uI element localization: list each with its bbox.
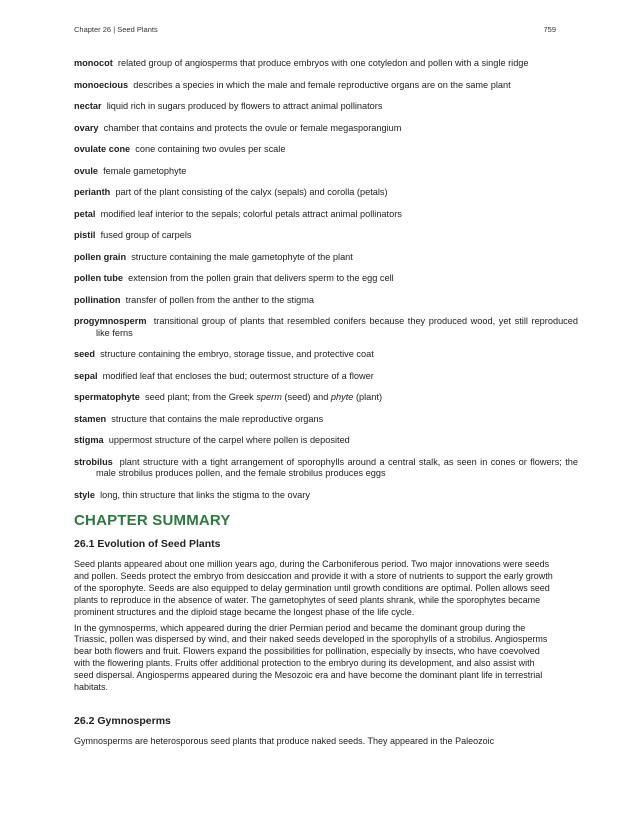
glossary-entry bbox=[74, 252, 353, 264]
glossary-term: pollen grain bbox=[74, 251, 127, 262]
glossary-definition-part: (plant) bbox=[355, 392, 383, 402]
chapter-summary-title: CHAPTER SUMMARY bbox=[74, 512, 231, 529]
glossary-definition: transfer of pollen from the anther to the stigma bbox=[125, 294, 315, 305]
glossary-entry bbox=[74, 187, 388, 199]
glossary-entry bbox=[74, 144, 285, 156]
page-number: 759 bbox=[543, 25, 556, 34]
section-paragraph: In the gymnosperms, which appeared during the drier Permian period and became the dominant group during the Triassic, pollen was dispersed by wind, and their naked seeds developed in the sporophylls of a strobilus. Angiosperms bear both flowers and fruit. Flowers expand the possibilities for pollination, especially by insects, who have coevolved with the flowering plants. Fruits offer additional protection to the embryo during its development, and also assist with seed dispersal. Angiosperms appeared during the Mesozoic era and have become the dominant plant life in terrestrial habitats. bbox=[74, 622, 548, 693]
glossary-term: stamen bbox=[74, 413, 107, 424]
glossary-definition: related group of angiosperms that produce embryos with one cotyledon and pollen with a single ridge bbox=[117, 58, 529, 68]
glossary-definition: long, thin structure that links the stigma to the ovary bbox=[100, 490, 310, 500]
glossary-definition: cone containing two ovules per scale bbox=[135, 144, 286, 154]
section-paragraph: Seed plants appeared about one million years ago, during the Carboniferous period. Two major innovations were seeds and pollen. Seeds protect the embryo from desiccation and provide it with a store of nutrients to support the early growth of the sporophyte. Seeds are also equipped to delay germination until growth conditions are optimal. Pollen allows seed plants to reproduce in the absence of water. The gametophytes of seed plants shrank, while the sporophytes became prominent structures and the diploid stage became the longest phase of the life cycle. bbox=[74, 559, 553, 617]
glossary-entry bbox=[74, 101, 382, 113]
glossary-definition: part of the plant consisting of the calyx (sepals) and corolla (petals) bbox=[115, 187, 388, 197]
glossary-definition: female gametophyte bbox=[103, 165, 187, 176]
glossary-term: stigma bbox=[74, 435, 104, 445]
glossary-term: ovary bbox=[74, 122, 99, 133]
glossary-term: strobilus bbox=[74, 456, 113, 467]
glossary-definition: fused group of carpels bbox=[100, 230, 192, 240]
glossary-entry bbox=[74, 414, 323, 426]
glossary-definition: describes a species in which the male and female reproductive organs are on the same plant bbox=[133, 79, 511, 90]
glossary-term: monocot bbox=[74, 58, 113, 68]
glossary-term: style bbox=[74, 490, 95, 500]
glossary-definition: structure that contains the male reproductive organs bbox=[111, 413, 324, 424]
glossary-italic-word: phyte bbox=[330, 392, 354, 402]
glossary-term: monoecious bbox=[74, 79, 129, 90]
glossary-definition: uppermost structure of the carpel where pollen is deposited bbox=[108, 435, 350, 445]
glossary-definition: transitional group of plants that resembled conifers because they produced wood, yet still reproduced like ferns bbox=[96, 316, 578, 338]
header-chapter-title: Seed Plants bbox=[117, 25, 158, 34]
glossary-entry bbox=[74, 58, 529, 70]
section-26-2 bbox=[74, 715, 556, 748]
glossary-term: sepal bbox=[74, 370, 98, 381]
glossary-definition: modified leaf that encloses the bud; outermost structure of a flower bbox=[102, 370, 374, 381]
glossary-entry bbox=[74, 371, 374, 383]
glossary-definition: structure containing the male gametophyte of the plant bbox=[131, 251, 353, 262]
section-heading: 26.1 Evolution of Seed Plants bbox=[74, 538, 221, 550]
glossary-term: seed bbox=[74, 349, 95, 359]
glossary-definition: plant structure with a tight arrangement of sporophylls around a central stalk, as seen in cones or flowers; the male strobilus produces pollen, and the female strobilus produces eggs bbox=[96, 456, 578, 478]
glossary-term: pistil bbox=[74, 230, 96, 240]
glossary-entry bbox=[74, 273, 394, 285]
glossary-term: petal bbox=[74, 208, 96, 219]
glossary-definition: structure containing the embryo, storage tissue, and protective coat bbox=[100, 349, 374, 359]
glossary-entry bbox=[74, 349, 374, 361]
glossary-entry bbox=[74, 435, 350, 447]
glossary-entry bbox=[74, 490, 310, 502]
glossary-entry bbox=[74, 209, 402, 221]
section-26-1 bbox=[74, 538, 556, 694]
section-paragraph: Gymnosperms are heterosporous seed plants that produce naked seeds. They appeared in the Paleozoic bbox=[74, 736, 495, 746]
glossary-term: pollination bbox=[74, 294, 121, 305]
glossary-term: pollen tube bbox=[74, 273, 123, 283]
glossary-definition: liquid rich in sugars produced by flowers to attract animal pollinators bbox=[106, 101, 383, 111]
header-chapter-number: Chapter 26 bbox=[74, 25, 112, 34]
glossary-definition: seed plant; from the Greek bbox=[144, 392, 254, 402]
header-chapter bbox=[74, 25, 158, 34]
glossary-entry bbox=[74, 295, 314, 307]
glossary-term: ovulate cone bbox=[74, 144, 131, 154]
glossary-definition: chamber that contains and protects the ovule or female megasporangium bbox=[103, 122, 402, 133]
glossary-term: perianth bbox=[74, 187, 111, 197]
glossary-entry bbox=[74, 230, 191, 242]
glossary-entry bbox=[74, 392, 382, 404]
glossary-term: spermatophyte bbox=[74, 392, 140, 402]
glossary-term: progymnosperm bbox=[74, 316, 147, 326]
running-header bbox=[74, 25, 556, 34]
glossary-entry bbox=[74, 166, 186, 178]
glossary-italic-word: sperm bbox=[256, 392, 282, 402]
header-separator: | bbox=[113, 25, 116, 34]
section-heading: 26.2 Gymnosperms bbox=[74, 715, 171, 727]
glossary-entry bbox=[74, 123, 401, 135]
glossary-entry bbox=[74, 316, 578, 339]
glossary-definition: modified leaf interior to the sepals; colorful petals attract animal pollinators bbox=[100, 208, 402, 219]
glossary-entry bbox=[74, 457, 578, 480]
glossary-term: ovule bbox=[74, 165, 98, 176]
glossary-definition: extension from the pollen grain that delivers sperm to the egg cell bbox=[128, 273, 394, 283]
glossary-term: nectar bbox=[74, 101, 102, 111]
glossary-entry bbox=[74, 80, 511, 92]
glossary-definition-part: (seed) and bbox=[284, 392, 329, 402]
